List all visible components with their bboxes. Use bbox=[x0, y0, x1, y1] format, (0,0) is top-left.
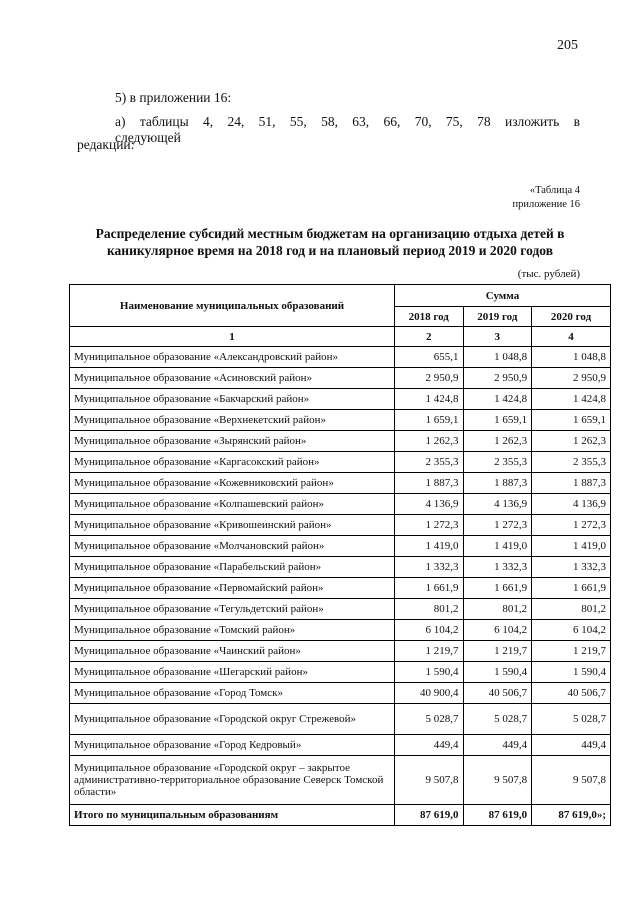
col-number-3: 3 bbox=[463, 327, 532, 347]
row-2020: 801,2 bbox=[532, 599, 611, 620]
title-line-1: Распределение субсидий местным бюджетам на организацию отдыха детей в bbox=[95, 226, 565, 241]
row-2019: 1 219,7 bbox=[463, 641, 532, 662]
row-2018: 1 659,1 bbox=[395, 410, 464, 431]
col-number-1: 1 bbox=[70, 327, 395, 347]
row-2019: 1 048,8 bbox=[463, 347, 532, 368]
row-2018: 2 355,3 bbox=[395, 452, 464, 473]
total-2018: 87 619,0 bbox=[395, 805, 464, 826]
row-2019: 4 136,9 bbox=[463, 494, 532, 515]
table-row bbox=[70, 431, 611, 452]
header-municipality: Наименование муниципальных образований bbox=[70, 285, 395, 327]
row-name: Муниципальное образование «Город Кедровый» bbox=[70, 735, 395, 756]
row-2020: 1 661,9 bbox=[532, 578, 611, 599]
table-row bbox=[70, 683, 611, 704]
table-reference-line-2: приложение 16 bbox=[512, 199, 580, 210]
row-2018: 655,1 bbox=[395, 347, 464, 368]
total-2019: 87 619,0 bbox=[463, 805, 532, 826]
table-row bbox=[70, 620, 611, 641]
row-2018: 1 661,9 bbox=[395, 578, 464, 599]
row-2019: 2 950,9 bbox=[463, 368, 532, 389]
table-row bbox=[70, 368, 611, 389]
row-name: Муниципальное образование «Тегульдетский район» bbox=[70, 599, 395, 620]
row-name: Муниципальное образование «Кривошеинский район» bbox=[70, 515, 395, 536]
row-2020: 1 219,7 bbox=[532, 641, 611, 662]
row-name: Муниципальное образование «Бакчарский район» bbox=[70, 389, 395, 410]
row-2020: 1 887,3 bbox=[532, 473, 611, 494]
row-2018: 2 950,9 bbox=[395, 368, 464, 389]
row-2018: 1 262,3 bbox=[395, 431, 464, 452]
row-name: Муниципальное образование «Зырянский район» bbox=[70, 431, 395, 452]
row-2020: 9 507,8 bbox=[532, 756, 611, 805]
row-name: Муниципальное образование «Чаинский район» bbox=[70, 641, 395, 662]
table-row bbox=[70, 389, 611, 410]
row-2019: 1 424,8 bbox=[463, 389, 532, 410]
row-2018: 5 028,7 bbox=[395, 704, 464, 735]
subsidy-table bbox=[69, 284, 611, 826]
row-2020: 2 355,3 bbox=[532, 452, 611, 473]
row-2019: 9 507,8 bbox=[463, 756, 532, 805]
row-2020: 1 659,1 bbox=[532, 410, 611, 431]
row-2019: 6 104,2 bbox=[463, 620, 532, 641]
row-2020: 1 332,3 bbox=[532, 557, 611, 578]
table-row bbox=[70, 735, 611, 756]
row-2019: 40 506,7 bbox=[463, 683, 532, 704]
table-row bbox=[70, 756, 611, 805]
table-row bbox=[70, 347, 611, 368]
row-2018: 1 887,3 bbox=[395, 473, 464, 494]
row-2018: 9 507,8 bbox=[395, 756, 464, 805]
row-2018: 6 104,2 bbox=[395, 620, 464, 641]
row-name: Муниципальное образование «Томский район» bbox=[70, 620, 395, 641]
table-reference-line-1: «Таблица 4 bbox=[529, 185, 580, 196]
row-2018: 1 272,3 bbox=[395, 515, 464, 536]
row-2019: 449,4 bbox=[463, 735, 532, 756]
total-name: Итого по муниципальным образованиям bbox=[70, 805, 395, 826]
row-2019: 1 272,3 bbox=[463, 515, 532, 536]
row-name: Муниципальное образование «Шегарский район» bbox=[70, 662, 395, 683]
row-2018: 801,2 bbox=[395, 599, 464, 620]
row-2018: 40 900,4 bbox=[395, 683, 464, 704]
table-row bbox=[70, 557, 611, 578]
row-2018: 1 424,8 bbox=[395, 389, 464, 410]
header-year-2018: 2018 год bbox=[395, 307, 464, 327]
row-2020: 449,4 bbox=[532, 735, 611, 756]
header-sum: Сумма bbox=[395, 285, 611, 307]
table-row bbox=[70, 599, 611, 620]
row-2018: 1 590,4 bbox=[395, 662, 464, 683]
row-2019: 801,2 bbox=[463, 599, 532, 620]
row-2019: 1 887,3 bbox=[463, 473, 532, 494]
row-name: Муниципальное образование «Асиновский район» bbox=[70, 368, 395, 389]
row-name: Муниципальное образование «Городской округ Стрежевой» bbox=[70, 704, 395, 735]
units-label: (тыс. рублей) bbox=[517, 268, 580, 280]
row-name: Муниципальное образование «Колпашевский район» bbox=[70, 494, 395, 515]
row-name: Муниципальное образование «Кожевниковский район» bbox=[70, 473, 395, 494]
row-2019: 1 262,3 bbox=[463, 431, 532, 452]
row-2020: 1 272,3 bbox=[532, 515, 611, 536]
page-number: 205 bbox=[557, 38, 578, 53]
total-2020: 87 619,0»; bbox=[532, 805, 611, 826]
title-line-2: каникулярное время на 2018 год и на плановый период 2019 и 2020 годов bbox=[106, 243, 553, 258]
table-row bbox=[70, 536, 611, 557]
col-number-2: 2 bbox=[395, 327, 464, 347]
header-year-2020: 2020 год bbox=[532, 307, 611, 327]
row-2018: 1 219,7 bbox=[395, 641, 464, 662]
row-2020: 4 136,9 bbox=[532, 494, 611, 515]
row-2019: 1 332,3 bbox=[463, 557, 532, 578]
row-2020: 6 104,2 bbox=[532, 620, 611, 641]
table-row bbox=[70, 515, 611, 536]
row-2019: 1 659,1 bbox=[463, 410, 532, 431]
row-2018: 1 419,0 bbox=[395, 536, 464, 557]
row-name: Муниципальное образование «Верхнекетский район» bbox=[70, 410, 395, 431]
col-number-4: 4 bbox=[532, 327, 611, 347]
row-2020: 1 590,4 bbox=[532, 662, 611, 683]
row-2019: 1 590,4 bbox=[463, 662, 532, 683]
header-year-2019: 2019 год bbox=[463, 307, 532, 327]
row-2020: 1 262,3 bbox=[532, 431, 611, 452]
row-2020: 1 048,8 bbox=[532, 347, 611, 368]
table-row bbox=[70, 452, 611, 473]
row-2018: 449,4 bbox=[395, 735, 464, 756]
row-2018: 4 136,9 bbox=[395, 494, 464, 515]
table-row bbox=[70, 578, 611, 599]
table-row bbox=[70, 410, 611, 431]
row-2020: 40 506,7 bbox=[532, 683, 611, 704]
row-2020: 1 419,0 bbox=[532, 536, 611, 557]
row-2019: 2 355,3 bbox=[463, 452, 532, 473]
row-name: Муниципальное образование «Молчановский район» bbox=[70, 536, 395, 557]
table-row bbox=[70, 662, 611, 683]
row-name: Муниципальное образование «Городской округ – закрытое административно-территориальное образование Северск Томской области» bbox=[70, 756, 395, 805]
row-name: Муниципальное образование «Парабельский район» bbox=[70, 557, 395, 578]
table-row bbox=[70, 704, 611, 735]
row-name: Муниципальное образование «Город Томск» bbox=[70, 683, 395, 704]
total-row bbox=[70, 805, 611, 826]
row-name: Муниципальное образование «Первомайский район» bbox=[70, 578, 395, 599]
paragraph-1: 5) в приложении 16: bbox=[115, 90, 232, 105]
paragraph-2: а) таблицы 4, 24, 51, 55, 58, 63, 66, 70, 75, 78 изложить в следующей bbox=[115, 114, 580, 145]
row-2020: 2 950,9 bbox=[532, 368, 611, 389]
document-title bbox=[77, 225, 583, 259]
row-name: Муниципальное образование «Александровский район» bbox=[70, 347, 395, 368]
row-2019: 5 028,7 bbox=[463, 704, 532, 735]
paragraph-3: редакции: bbox=[77, 137, 135, 152]
row-2018: 1 332,3 bbox=[395, 557, 464, 578]
table-row bbox=[70, 473, 611, 494]
table-row bbox=[70, 494, 611, 515]
row-name: Муниципальное образование «Каргасокский район» bbox=[70, 452, 395, 473]
row-2019: 1 661,9 bbox=[463, 578, 532, 599]
row-2019: 1 419,0 bbox=[463, 536, 532, 557]
table-row bbox=[70, 641, 611, 662]
row-2020: 5 028,7 bbox=[532, 704, 611, 735]
row-2020: 1 424,8 bbox=[532, 389, 611, 410]
table-reference bbox=[512, 184, 580, 212]
